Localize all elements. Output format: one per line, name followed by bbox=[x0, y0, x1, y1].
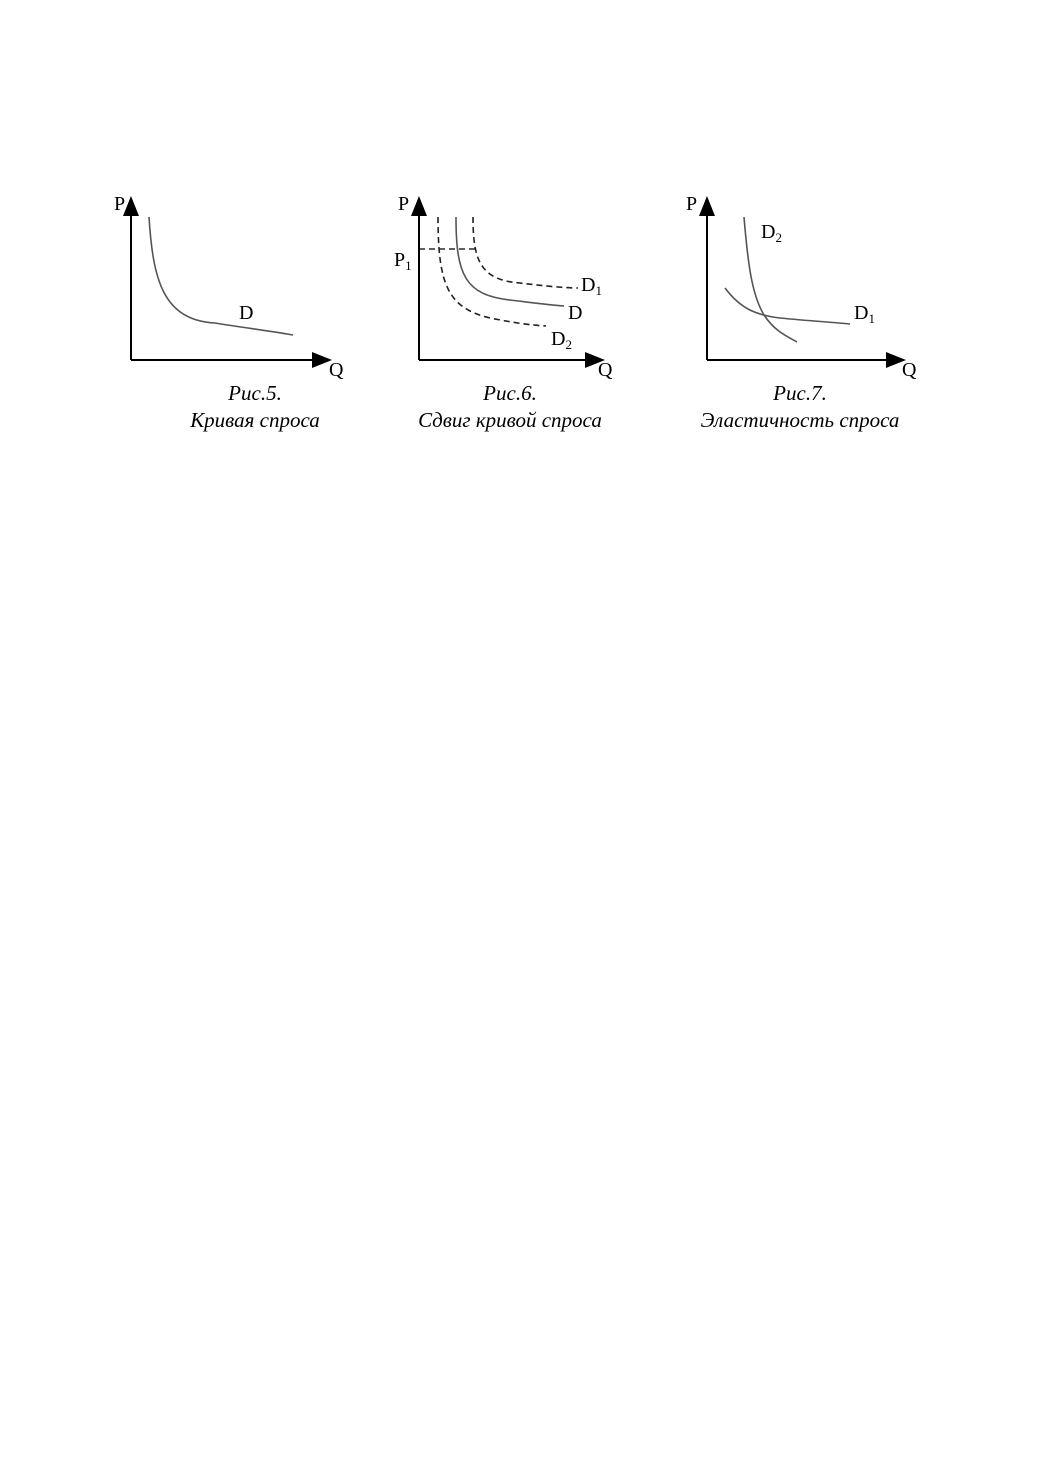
figure-title: Сдвиг кривой спроса bbox=[418, 408, 602, 432]
y-axis-label: P bbox=[398, 193, 410, 215]
figure-title: Кривая спроса bbox=[190, 408, 320, 432]
curve-label-d2: $D_2$ bbox=[761, 221, 782, 245]
curve-label-d: D bbox=[568, 302, 583, 324]
curve-label-d: D bbox=[239, 302, 254, 324]
x-axis-label: Q bbox=[329, 359, 344, 381]
figure-title: Эластичность спроса bbox=[700, 408, 900, 432]
y-axis-label: P bbox=[114, 193, 126, 215]
curve-label-d1: $D_1$ bbox=[854, 302, 875, 326]
figure-caption bbox=[360, 380, 660, 434]
x-axis-label: Q bbox=[902, 359, 917, 381]
y-axis-label: P bbox=[686, 193, 698, 215]
demand-curve-d bbox=[149, 217, 293, 335]
demand-shift-diagram bbox=[370, 180, 650, 380]
figure-demand-shift bbox=[370, 180, 670, 440]
figure-number: Рис.5. bbox=[228, 381, 282, 405]
figure-caption bbox=[650, 380, 950, 434]
price-label-p1: $P_1$ bbox=[394, 249, 412, 273]
demand-elasticity-diagram bbox=[660, 180, 940, 380]
demand-curve-d bbox=[456, 217, 564, 306]
figure-demand-elasticity bbox=[660, 180, 960, 440]
figure-number: Рис.7. bbox=[773, 381, 827, 405]
x-axis-label: Q bbox=[598, 359, 613, 381]
curve-label-d2: $D_2$ bbox=[551, 328, 572, 352]
demand-curve-d1 bbox=[725, 288, 850, 324]
demand-curve-d2 bbox=[438, 217, 546, 326]
demand-curve-d1 bbox=[473, 217, 578, 288]
figure-number: Рис.6. bbox=[483, 381, 537, 405]
demand-curve-diagram bbox=[105, 180, 365, 380]
curve-label-d1: $D_1$ bbox=[581, 274, 602, 298]
